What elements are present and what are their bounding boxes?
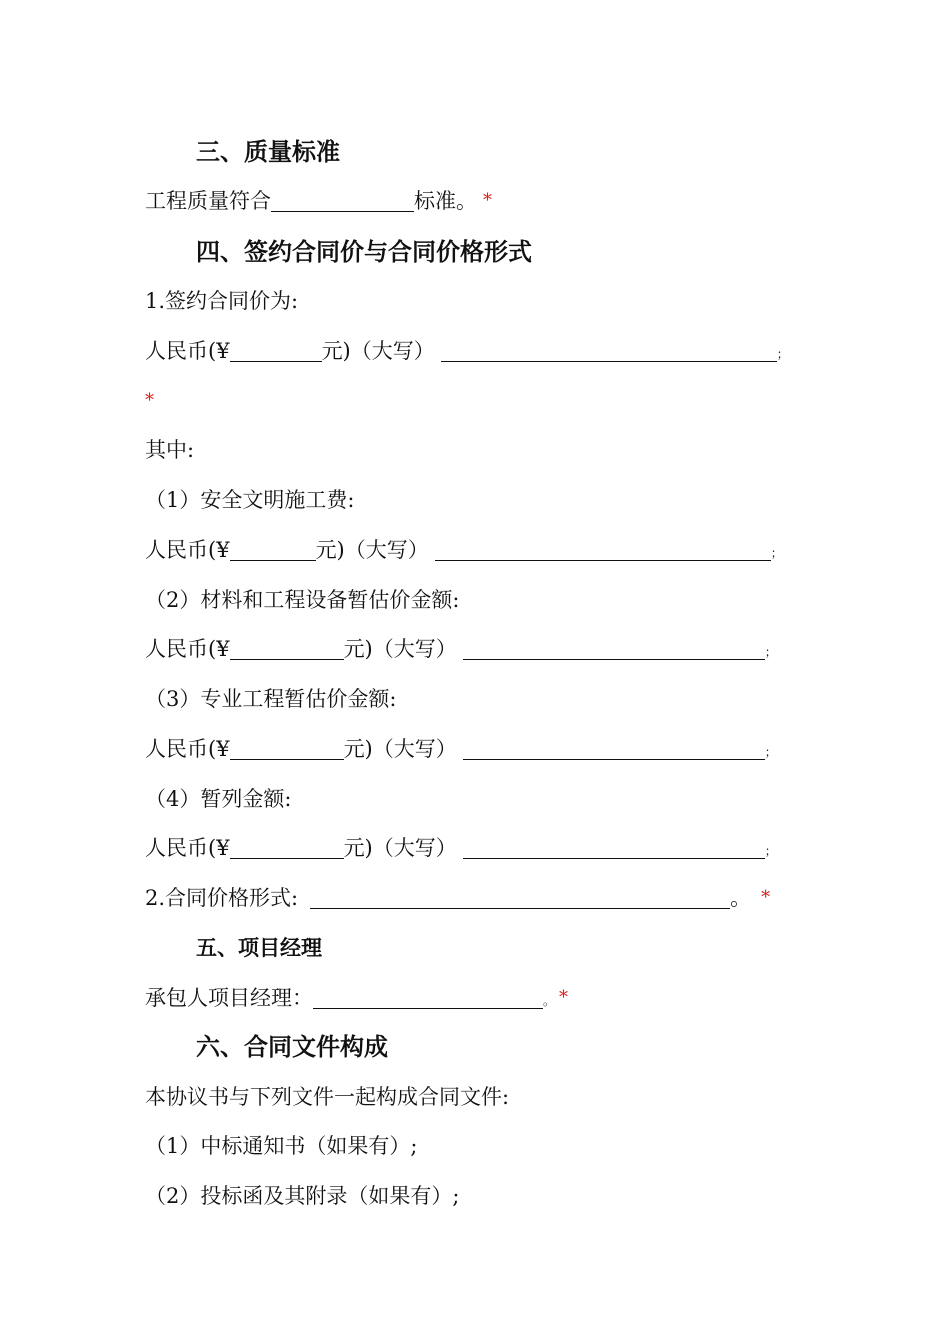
amount-figures-blank[interactable] [230, 540, 316, 561]
price-form-prefix: 2.合同价格形式: [145, 886, 299, 910]
heading-project-manager: 五、项目经理 [196, 936, 322, 960]
project-manager-line [145, 983, 568, 1016]
quality-suffix: 标准。 [414, 189, 477, 213]
rmb-prefix: 人民币(¥ [145, 339, 230, 363]
quality-prefix: 工程质量符合 [145, 189, 271, 213]
fee1-rmb-line [145, 535, 783, 568]
rmb-mid: 元)（大写） [315, 538, 429, 562]
price-form-suffix: 。 [730, 886, 752, 910]
fee1-label: （1）安全文明施工费: [145, 488, 355, 512]
required-mark: * [559, 987, 569, 1008]
fee4-rmb-line [145, 833, 777, 866]
rmb-mid: 元)（大写） [343, 737, 457, 761]
project-manager-blank[interactable] [313, 988, 543, 1009]
fee4-label: （4）暂列金额: [145, 787, 292, 811]
required-mark-line [145, 386, 154, 416]
amount-figures-blank[interactable] [230, 739, 344, 760]
project-manager-prefix: 承包人项目经理： [145, 986, 313, 1010]
rmb-mid: 元)（大写） [343, 836, 457, 860]
semicolon: ； [764, 745, 777, 759]
rmb-prefix: 人民币(¥ [145, 836, 230, 860]
quality-line [145, 186, 492, 216]
contract-price-item: 1.签约合同价为: [145, 289, 299, 313]
fee3-label: （3）专业工程暂估价金额: [145, 687, 397, 711]
contract-document-item: （1）中标通知书（如果有）; [145, 1134, 418, 1158]
semicolon: ； [770, 546, 783, 560]
price-form-blank[interactable] [310, 888, 730, 909]
contract-document-item: （2）投标函及其附录（如果有）; [145, 1184, 460, 1208]
semicolon: ； [764, 844, 777, 858]
amount-figures-blank[interactable] [230, 639, 344, 660]
rmb-prefix: 人民币(¥ [145, 637, 230, 661]
heading-quality-standard: 三、质量标准 [196, 138, 340, 166]
required-mark: * [483, 190, 492, 211]
amount-words-blank[interactable] [463, 739, 765, 760]
fee2-label: （2）材料和工程设备暂估价金额: [145, 588, 460, 612]
required-mark: * [145, 390, 154, 411]
semicolon: ； [776, 347, 789, 361]
contract-price-rmb-line [145, 336, 789, 369]
price-form-line [145, 883, 770, 913]
rmb-prefix: 人民币(¥ [145, 737, 230, 761]
quality-standard-blank[interactable] [271, 191, 414, 212]
contract-documents-intro: 本协议书与下列文件一起构成合同文件: [145, 1085, 510, 1109]
fee3-rmb-line [145, 734, 777, 767]
rmb-mid: 元)（大写） [343, 637, 457, 661]
amount-figures-blank[interactable] [230, 838, 344, 859]
amount-words-blank[interactable] [463, 838, 765, 859]
among-label: 其中: [145, 438, 195, 462]
amount-words-blank[interactable] [463, 639, 765, 660]
amount-figures-blank[interactable] [230, 341, 322, 362]
rmb-prefix: 人民币(¥ [145, 538, 230, 562]
heading-contract-documents: 六、合同文件构成 [196, 1033, 388, 1061]
heading-contract-price: 四、签约合同价与合同价格形式 [196, 238, 532, 266]
amount-words-blank[interactable] [435, 540, 771, 561]
amount-words-blank[interactable] [441, 341, 777, 362]
fee2-rmb-line [145, 634, 777, 667]
required-mark: * [761, 887, 771, 908]
project-manager-suffix: 。 [543, 994, 556, 1008]
semicolon: ； [764, 645, 777, 659]
rmb-mid: 元)（大写） [321, 339, 435, 363]
